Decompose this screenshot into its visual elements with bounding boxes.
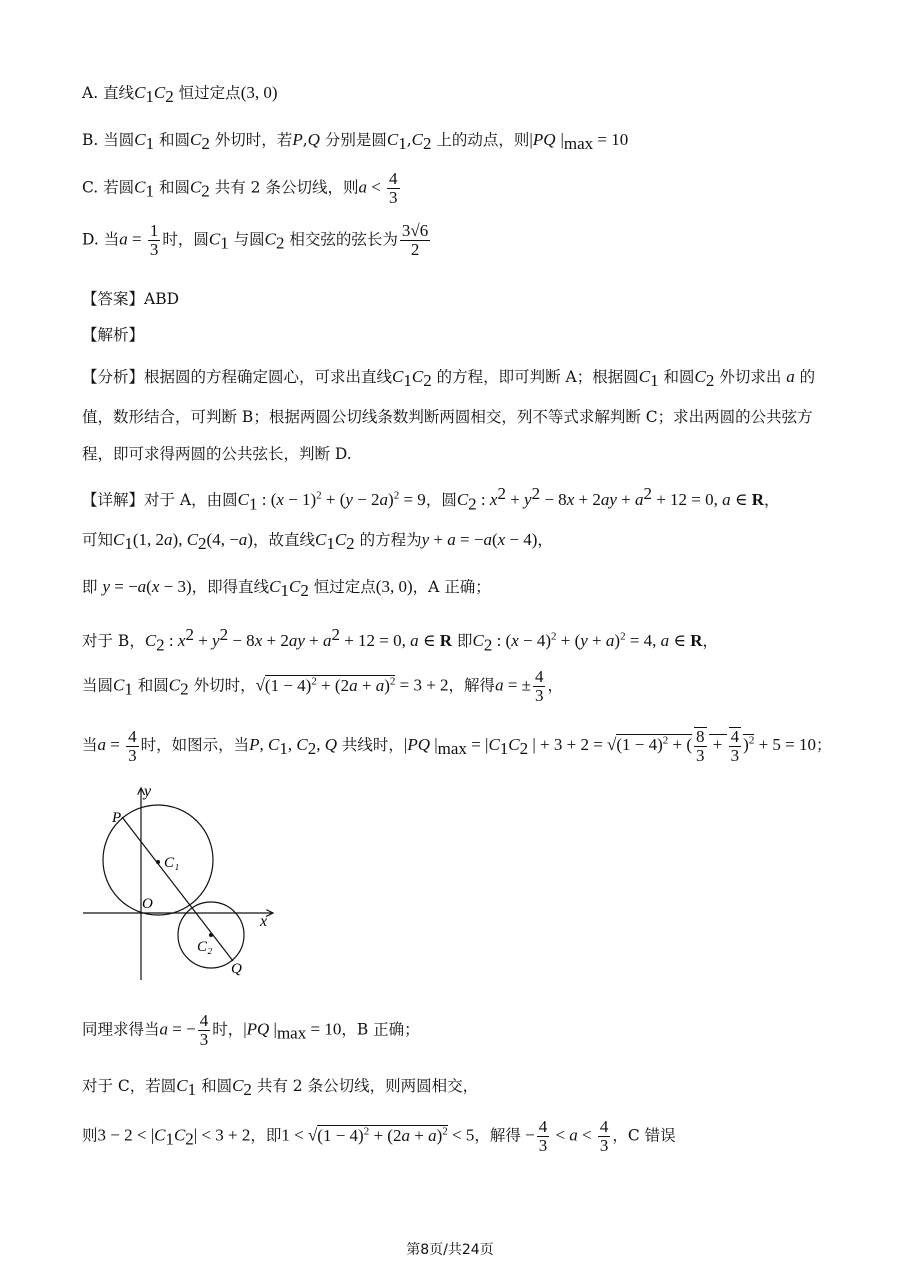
fenxi-line-2: 值，数形结合，可判断 B；根据两圆公切线条数判断两圆相交，列不等式求解判断 C；求出两圆的公共弦方 — [82, 408, 813, 426]
analysis-label: 【解析】 — [82, 326, 145, 344]
option-b: B. 当圆$C_1$ 和圆$C_2$ 外切时，若P,Q 分别是圆$C_1,C_2$ 上的动点，则|PQ $|_{max} = 10$ — [82, 130, 629, 154]
detail-line-1: 【详解】对于 A，由圆$C_1$ : $(x - 1)^2 + (y - 2a)^2 = 9$，圆$C_2$ : $x^2 + y^2 - 8x + 2ay + a^2 + 12 = 0$, a ∈ R， — [82, 484, 780, 514]
option-a: A. 直线$C_1C_2$ 恒过定点(3, 0) — [82, 83, 278, 107]
figure-two-circles — [80, 780, 280, 990]
segment-pq — [122, 817, 233, 961]
label-x: x — [260, 913, 268, 930]
option-d: D. 当a = $\frac{1}{3}$ 时，圆$C_1$ 与圆$C_2$ 相交弦的弦长为 $\frac{3√6}{2}$ — [82, 221, 429, 259]
label-y: y — [144, 783, 152, 800]
label-q: Q — [231, 961, 242, 977]
label-p: P — [112, 810, 122, 826]
page-footer: 第8页/共24页 — [406, 1242, 494, 1258]
detail-line-3: 即 y = −a(x − 3)，即得直线$C_1C_2$ 恒过定点(3, 0)，A 正确； — [82, 577, 491, 601]
option-c: C. 若圆$C_1$ 和圆$C_2$ 共有 2 条公切线，则a < $\frac{4}{3}$ — [82, 169, 398, 207]
answer: 【答案】ABD — [82, 290, 180, 308]
point-c1 — [156, 860, 160, 864]
fenxi-line-3: 程，即可求得两圆的公共弦长，判断 D. — [82, 445, 352, 463]
fenxi-line-1: 【分析】根据圆的方程确定圆心，可求出直线$C_1C_2$ 的方程，即可判断 A；根据圆$C_1$ 和圆$C_2$ 外切求出 a 的 — [82, 367, 816, 391]
point-c2 — [209, 933, 213, 937]
label-c1: C₁ — [164, 855, 180, 871]
detail-line-7: 同理求得当a = − $\frac{4}{3}$ 时，|PQ $|_{max} = 10$，B 正确； — [82, 1011, 420, 1049]
detail-line-5: 当圆$C_1$ 和圆$C_2$ 外切时，$√(1 - 4)^2 + (2a + a)^2 = 3 + 2$，解得a = ± $\frac{4}{3}$ ， — [82, 667, 563, 705]
label-o: O — [142, 896, 153, 912]
detail-line-9: 则$3 - 2 < |C_1C_2| < 3 + 2$，即$1 < √(1 - 4)^2 + (2a + a)^2 < 5$，解得 − $\frac{4}{3}$ < a < $\frac{4}{3}$ ，C 错误 — [82, 1117, 676, 1155]
detail-line-6: 当a = $\frac{4}{3}$ 时，如图示，当P, $C_1$, $C_2$, Q 共线时，|PQ $|_{max} = |C_1C_2$ | + $3 + 2 = √(1 - 4)^2$ + ( $\frac{8}{3}$ + $\frac{4}{3}$ )$^2$ + 5 = 10； — [82, 726, 832, 765]
label-c2: C₂ — [197, 939, 213, 955]
detail-line-4: 对于 B，$C_2$ : $x^2 + y^2 - 8x + 2ay + a^2 + 12 = 0$, a ∈ R 即$C_2$ : $(x - 4)^2 + (y + a)^2 = 4$, a ∈ R， — [82, 625, 719, 655]
detail-line-8: 对于 C，若圆$C_1$ 和圆$C_2$ 共有 2 条公切线，则两圆相交， — [82, 1076, 479, 1100]
detail-line-2: 可知$C_1(1$, 2a), $C_2(4$, −a)，故直线$C_1C_2$ 的方程为y + a = −a(x − 4)， — [82, 530, 553, 554]
